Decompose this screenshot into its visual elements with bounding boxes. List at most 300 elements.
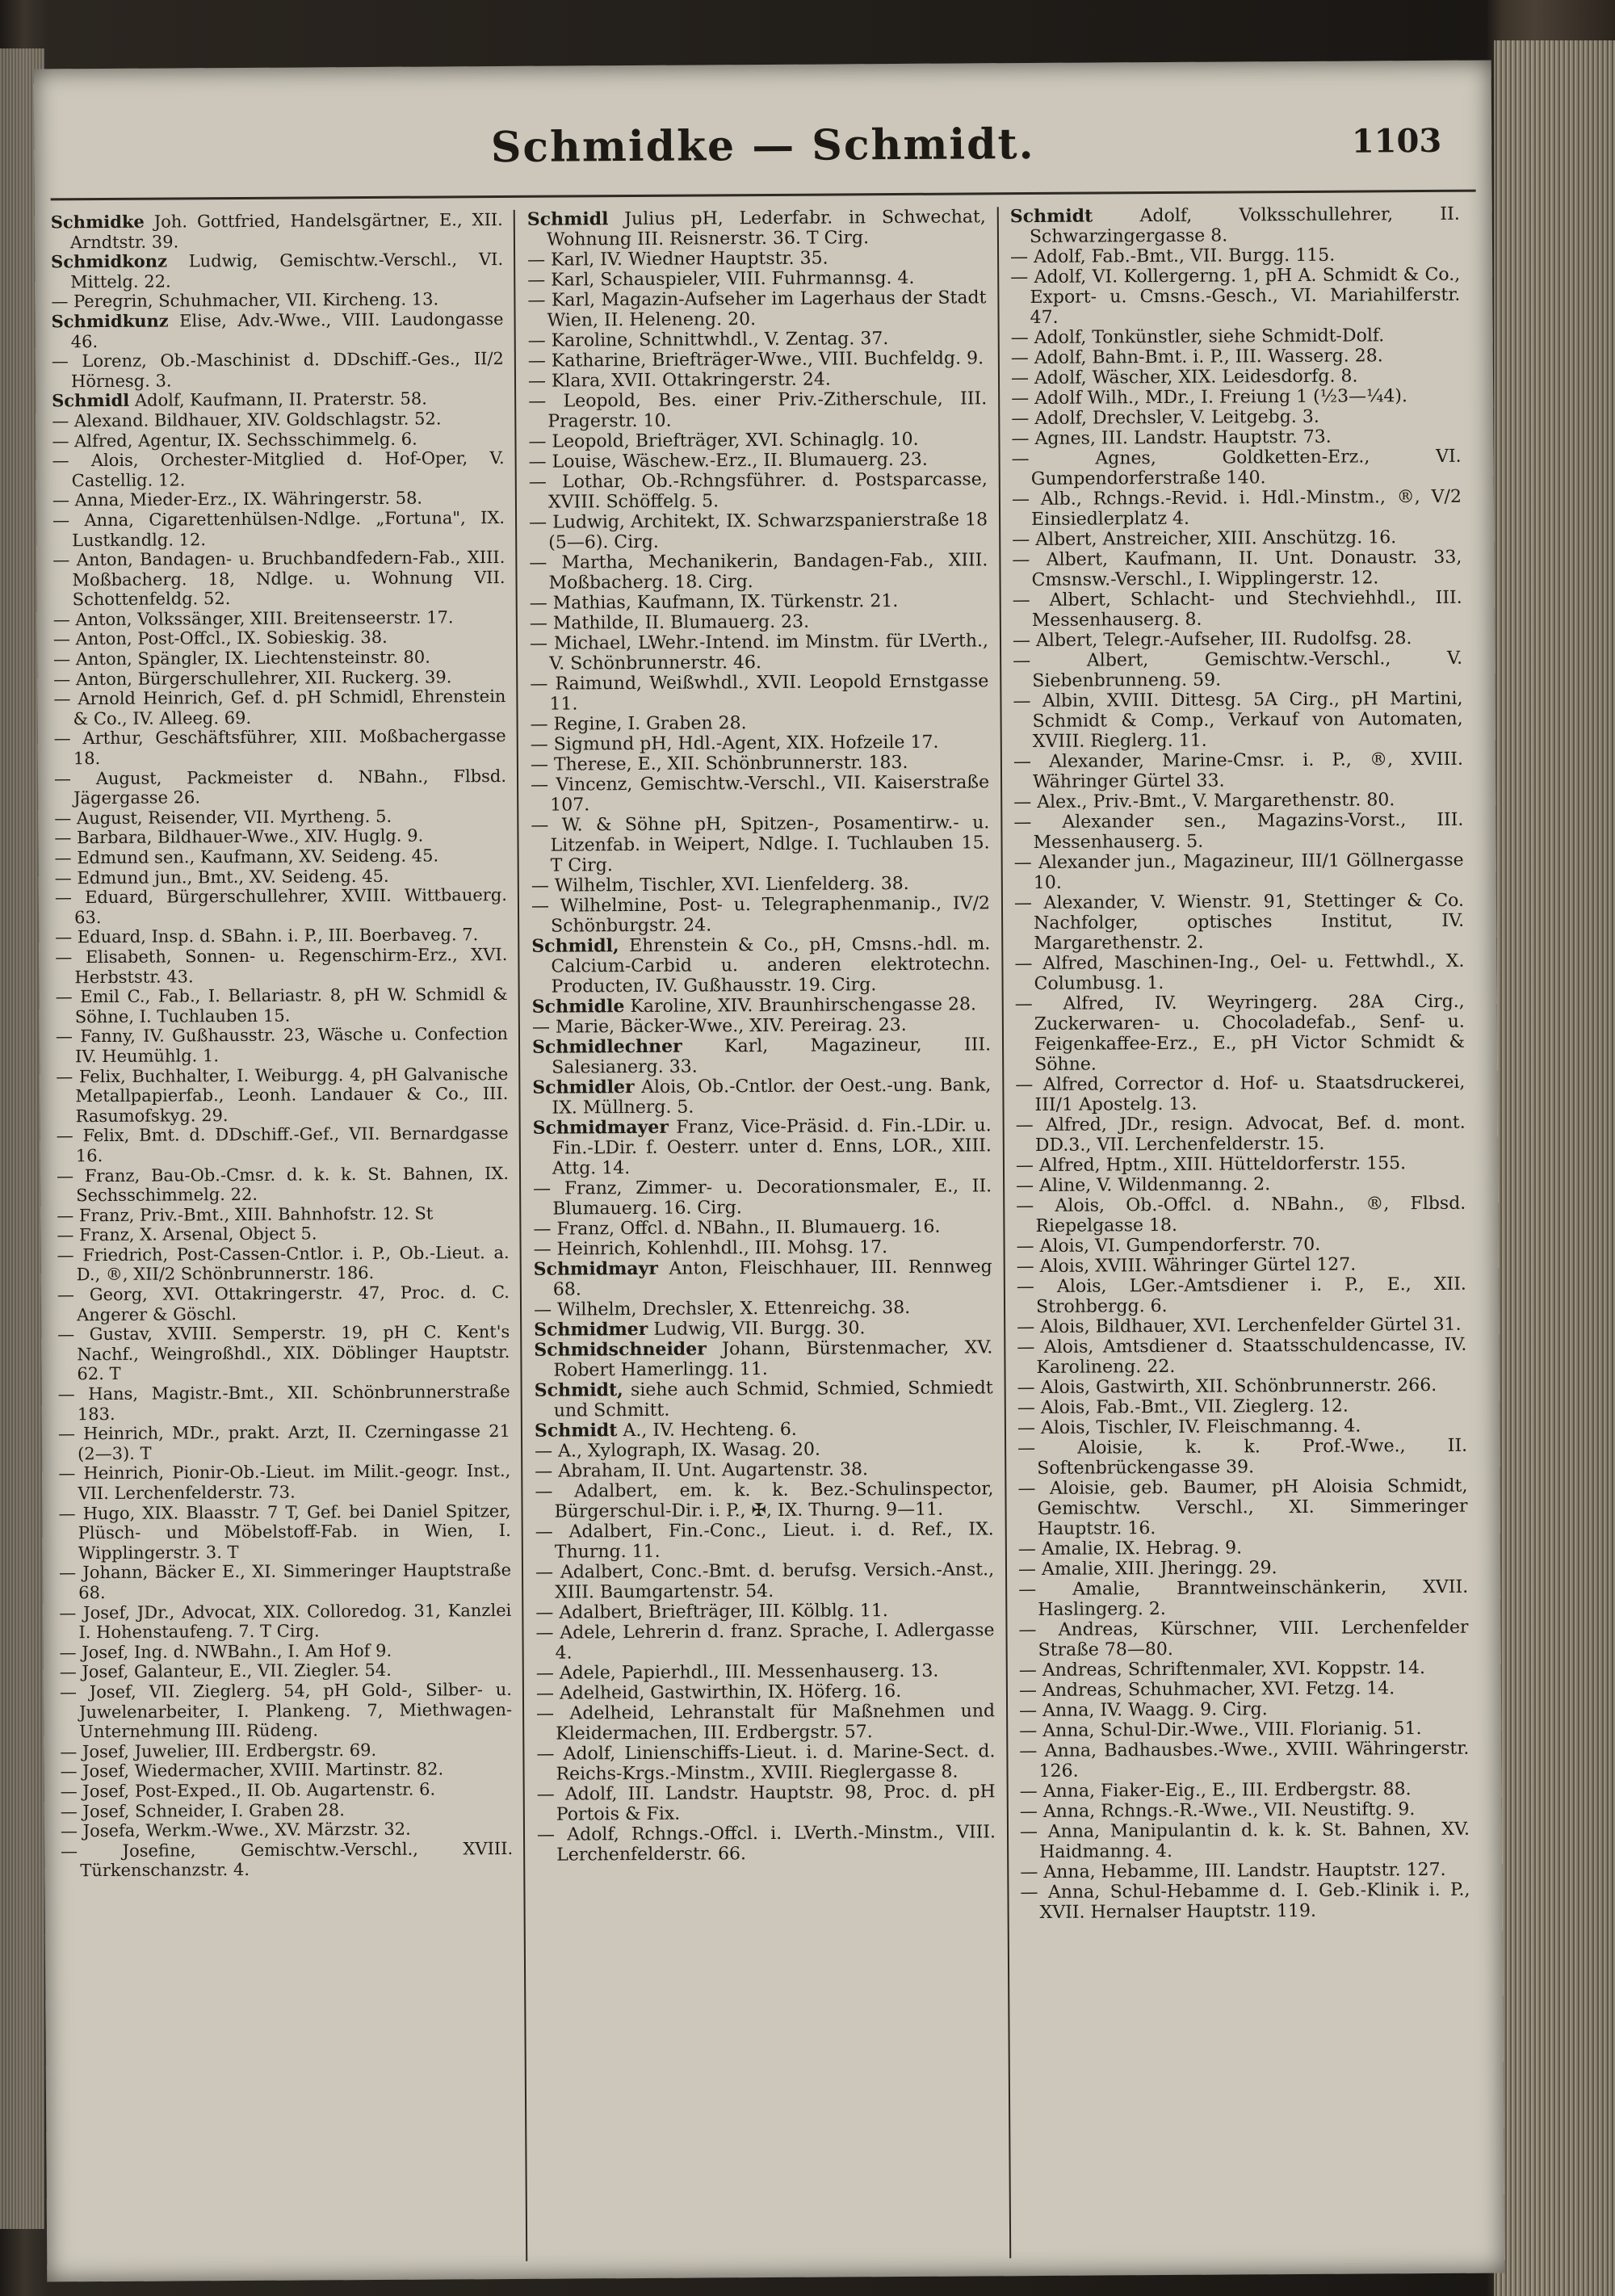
entry-text: — Aline, V. Wildenmanng. 2. <box>1016 1174 1271 1197</box>
entry-headword: Schmidkunz <box>51 310 169 332</box>
directory-entry <box>528 429 987 451</box>
directory-entry <box>53 667 505 690</box>
directory-entry <box>1013 628 1462 651</box>
directory-entry <box>53 607 505 630</box>
directory-entry <box>534 1236 992 1259</box>
entry-text: — Alexand. Bildhauer, XIV. Goldschlagstr. 52. <box>52 409 442 431</box>
directory-entry <box>55 945 507 988</box>
entry-headword: Schmidmayer <box>532 1116 669 1139</box>
entry-text: — Leopold, Bes. einer Priv.-Zitherschule, III. Pragerstr. 10. <box>528 388 988 432</box>
directory-entry <box>1017 1234 1466 1257</box>
entry-headword: Schmidt, <box>534 1379 623 1401</box>
directory-entry <box>52 488 505 510</box>
entry-text: — Martha, Mechanikerin, Bandagen-Fab., XIII. Moßbacherg. 18. Cirg. <box>529 550 988 594</box>
directory-entry <box>55 925 507 947</box>
entry-text: Karl, Magazineur, III. Salesianerg. 33. <box>552 1035 992 1078</box>
directory-entry <box>1013 689 1462 752</box>
directory-entry <box>1019 1678 1469 1701</box>
entry-headword: Schmidl <box>526 208 609 230</box>
entry-text: — Alois, Amtsdiener d. Staatsschuldencasse, IV. Karolineng. 22. <box>1017 1334 1467 1378</box>
entry-text: — Anton, Spängler, IX. Liechtensteinstr. 80. <box>53 647 430 669</box>
entry-text: — Alexander, Marine-Cmsr. i. P., ®, XVIII. Währinger Gürtel 33. <box>1013 749 1463 792</box>
entry-text: — Wilhelmine, Post- u. Telegraphenmanip., IV/2 Schönburgstr. 24. <box>531 893 991 937</box>
directory-entry <box>1012 548 1462 590</box>
directory-entry <box>533 1176 992 1219</box>
entry-text: — Johann, Bäcker E., XI. Simmeringer Hauptstraße 68. <box>58 1560 512 1603</box>
entry-headword: Schmidmer <box>534 1318 648 1341</box>
entry-text: — Amalie, XIII. Jheringg. 29. <box>1017 1558 1277 1580</box>
directory-entry <box>51 210 503 253</box>
entry-text: — Adolf, III. Landstr. Hauptstr. 98, Proc. d. pH Portois & Fix. <box>536 1782 996 1825</box>
column-3 <box>1010 204 1473 2258</box>
directory-entry <box>530 590 988 613</box>
directory-entry <box>1017 1274 1466 1317</box>
directory-entry <box>56 1064 508 1127</box>
entry-text: — Amalie, Branntweinschänkerin, XVII. Haslingerg. 2. <box>1018 1576 1469 1620</box>
directory-entry <box>1017 1476 1467 1539</box>
directory-entry <box>1018 1557 1468 1580</box>
directory-entry <box>535 1620 994 1663</box>
entry-text: — Michael, LWehr.-Intend. im Minstm. für LVerth., V. Schönbrunnerstr. 46. <box>529 631 989 674</box>
directory-entry <box>56 984 508 1027</box>
entry-text: — Andreas, Schuhmacher, XVI. Fetzg. 14. <box>1018 1678 1395 1702</box>
entry-text: — Adolf, Rchngs.-Offcl. i. LVerth.-Minstm., VIII. Lerchenfelderstr. 66. <box>536 1822 996 1866</box>
directory-entry <box>1015 992 1466 1075</box>
entry-text: — Klara, XVII. Ottakringerstr. 24. <box>527 369 831 392</box>
entry-text: Adolf, Volksschullehrer, II. Schwarzingergasse 8. <box>1029 204 1460 248</box>
directory-entry <box>533 1115 992 1178</box>
directory-entry <box>59 1601 511 1643</box>
entry-text: Ludwig, Gemischtw.-Verschl., VI. Mittelg. 22. <box>70 250 504 292</box>
directory-entry <box>1017 1335 1466 1378</box>
entry-text: — Arthur, Geschäftsführer, XIII. Moßbachergasse 18. <box>53 726 506 769</box>
directory-entry <box>527 288 986 330</box>
directory-entry <box>535 1378 993 1421</box>
entry-text: — Adolf, Fab.-Bmt., VII. Burgg. 115. <box>1010 245 1336 268</box>
directory-entry <box>58 1461 510 1504</box>
entry-text: — Adele, Papierhdl., III. Messenhauserg. 13. <box>535 1660 939 1684</box>
entry-text: Elise, Adv.-Wwe., VIII. Laudongasse 46. <box>70 309 504 351</box>
directory-entry <box>531 772 989 815</box>
directory-entry <box>53 686 505 729</box>
directory-entry <box>54 806 506 829</box>
directory-entry <box>1016 1113 1466 1156</box>
entry-text: — Friedrich, Post-Cassen-Cntlor. i. P., Ob.-Lieut. a. D., ®, XII/2 Schönbrunnerstr. 186. <box>57 1242 510 1285</box>
directory-entry <box>534 1317 992 1340</box>
entry-text: — Adele, Lehrerin d. franz. Sprache, I. Adlergasse 4. <box>535 1620 995 1664</box>
entry-text: — Albert, Kaufmann, II. Unt. Donaustr. 33, Cmsnsw.-Verschl., I. Wipplingerstr. 12. <box>1012 547 1462 591</box>
directory-entry <box>1011 406 1461 429</box>
entry-headword: Schmidt <box>534 1420 618 1442</box>
directory-entry <box>531 752 989 774</box>
entry-text: — Eduard, Bürgerschullehrer, XVIII. Wittbauerg. 63. <box>54 885 507 928</box>
directory-entry <box>527 207 986 250</box>
entry-text: — Wilhelm, Tischler, XVI. Lienfelderg. 38. <box>531 873 909 896</box>
entry-text: — Albert, Schlacht- und Stechviehhdl., III. Messenhauserg. 8. <box>1012 587 1462 631</box>
directory-entry <box>1010 204 1460 247</box>
directory-entry <box>51 289 503 312</box>
directory-entry <box>1011 426 1461 449</box>
directory-entry <box>531 893 990 936</box>
entry-text: — Therese, E., XII. Schönbrunnerstr. 183. <box>530 752 908 775</box>
directory-entry <box>528 348 987 371</box>
directory-entry <box>532 1014 991 1037</box>
entry-text: — Josef, Post-Exped., II. Ob. Augartenstr. 6. <box>60 1779 436 1802</box>
entry-text: — Abraham, II. Unt. Augartenstr. 38. <box>535 1459 868 1482</box>
entry-text: — August, Packmeister d. NBahn., Flbsd. Jägergasse 26. <box>53 766 507 808</box>
directory-entry <box>1013 588 1462 631</box>
directory-entry <box>57 1203 509 1226</box>
entry-text: — Josef, Ing. d. NWBahn., I. Am Hof 9. <box>59 1640 392 1663</box>
entry-headword: Schmidler <box>532 1077 635 1098</box>
entry-text: — Adalbert, em. k. k. Bez.-Schulinspector, Bürgerschul-Dir. i. P., ✠, IX. Thurng. 9—11. <box>535 1479 994 1522</box>
directory-entry <box>1013 810 1463 853</box>
directory-entry <box>536 1701 995 1744</box>
entry-text: — Felix, Bmt. d. DDschiff.-Gef., VII. Bernardgasse 16. <box>56 1123 509 1166</box>
entry-text: — Alois, Ob.-Offcl. d. NBahn., ®, Flbsd. Riepelgasse 18. <box>1016 1193 1466 1236</box>
directory-entry <box>52 349 504 392</box>
entry-text: Alois, Ob.-Cntlor. der Oest.-ung. Bank, IX. Müllnerg. 5. <box>552 1075 992 1119</box>
column-divider-2 <box>997 207 1012 2258</box>
entry-text: — Leopold, Briefträger, XVI. Schinaglg. 10. <box>528 429 919 452</box>
directory-entry <box>57 1163 509 1206</box>
directory-entry <box>1012 527 1462 550</box>
entry-text: — Edmund sen., Kaufmann, XV. Seideng. 45. <box>54 846 439 868</box>
directory-entry <box>535 1418 993 1441</box>
directory-entry <box>1016 1173 1466 1196</box>
entry-text: — Eduard, Insp. d. SBahn. i. P., III. Boerbaveg. 7. <box>55 925 479 947</box>
entry-text: — Anna, Hebamme, III. Landstr. Hauptstr. 127. <box>1020 1859 1446 1883</box>
entry-text: — Albert, Telegr.-Aufseher, III. Rudolfsg. 28. <box>1012 628 1412 652</box>
entry-text: — Adolf, VI. Kollergerng. 1, pH A. Schmidt & Co., Export- u. Cmsns.-Gesch., VI. Mariahilferstr. 47. <box>1010 264 1461 329</box>
entry-text: — Alexander jun., Magazineur, III/1 Göllnergasse 10. <box>1013 850 1464 893</box>
entry-text: — Karl, Schauspieler, VIII. Fuhrmannsg. 4. <box>527 267 915 291</box>
entry-text: — Mathias, Kaufmann, IX. Türkenstr. 21. <box>529 591 899 614</box>
directory-entry <box>57 1243 510 1286</box>
directory-entry <box>1014 891 1464 954</box>
entry-text: — Lorenz, Ob.-Maschinist d. DDschiff.-Ges., II/2 Hörnesg. 3. <box>51 349 504 392</box>
entry-text: — W. & Söhne pH, Spitzen-, Posamentirw.- u. Litzenfab. in Weipert, Ndlge. I. Tuchlauben 15. T Cirg. <box>531 812 990 876</box>
entry-text: Franz, Vice-Präsid. d. Fin.-LDir. u. Fin.-LDir. f. Oesterr. unter d. Enns, LOR., XIII. Attg. 14. <box>552 1115 992 1179</box>
entry-text: — Louise, Wäschew.-Erz., II. Blumauerg. 23. <box>528 449 928 472</box>
entry-text: — Wilhelm, Drechsler, X. Ettenreichg. 38. <box>533 1297 911 1320</box>
entry-text: — Aloisie, k. k. Prof.-Wwe., II. Softenbrückengasse 39. <box>1017 1435 1468 1479</box>
entry-text: — Mathilde, II. Blumauerg. 23. <box>529 611 810 634</box>
directory-entry <box>537 1822 996 1865</box>
directory-entry <box>1020 1880 1470 1923</box>
directory-entry <box>1018 1618 1468 1660</box>
directory-entry <box>1017 1436 1467 1479</box>
directory-entry <box>535 1559 994 1602</box>
entry-text: — Lothar, Ob.-Rchngsführer. d. Postsparcasse, XVIII. Schöffelg. 5. <box>528 469 988 513</box>
entry-headword: Schmidlechner <box>531 1035 682 1058</box>
entry-text: — Barbara, Bildhauer-Wwe., XIV. Huglg. 9. <box>54 826 424 848</box>
directory-entry <box>1015 1072 1465 1115</box>
directory-entry <box>55 846 507 868</box>
directory-entry <box>55 885 507 928</box>
entry-text: — Albert, Anstreicher, XIII. Anschützg. 16. <box>1012 527 1397 551</box>
column-2 <box>527 207 999 2260</box>
header-rule <box>51 190 1476 201</box>
entry-text: — Adelheid, Lehranstalt für Maßnehmen und Kleidermachen, III. Erdbergstr. 57. <box>536 1701 996 1744</box>
directory-entry <box>51 250 503 292</box>
directory-entry <box>52 548 505 610</box>
entry-text: — Vincenz, Gemischtw.-Verschl., VII. Kaiserstraße 107. <box>531 772 990 816</box>
directory-entry <box>57 1322 510 1384</box>
directory-entry <box>57 1282 510 1325</box>
entry-text: — Gustav, XVIII. Semperstr. 19, pH C. Kent's Nachf., Weingroßhdl., XIX. Döblinger Hauptstr. 62. T <box>57 1322 510 1384</box>
directory-entry <box>1011 366 1461 388</box>
entry-text: — Marie, Bäcker-Wwe., XIV. Pereirag. 23. <box>531 1014 907 1038</box>
directory-entry <box>60 1640 512 1663</box>
entry-text: — Alfred, Maschinen-Ing., Oel- u. Fettwhdl., X. Columbusg. 1. <box>1014 951 1465 994</box>
entry-text: Ludwig, VII. Burgg. 30. <box>648 1318 866 1340</box>
entry-headword: Schmidke <box>50 211 145 233</box>
entry-text: — Anna, Mieder-Erz., IX. Währingerstr. 58. <box>52 488 423 510</box>
entry-text: — Anna, Rchngs.-R.-Wwe., VII. Neustiftg. 9. <box>1019 1799 1416 1823</box>
directory-entry <box>1012 487 1462 530</box>
entry-text: — A., Xylograph, IX. Wasag. 20. <box>535 1439 820 1462</box>
entry-text: — Fanny, IV. Gußhausstr. 23, Wäsche u. Confection IV. Heumühlg. 1. <box>55 1024 509 1067</box>
directory-entry <box>1010 245 1460 267</box>
entry-text: — Andreas, Schriftenmaler, XVI. Koppstr. 14. <box>1018 1658 1426 1681</box>
entry-text: A., IV. Hechteng. 6. <box>617 1419 797 1442</box>
directory-entry <box>532 1035 991 1077</box>
entry-text: — Adolf, Tonkünstler, siehe Schmidt-Dolf. <box>1010 325 1385 349</box>
page-header <box>34 117 1491 191</box>
entry-headword: Schmidl <box>52 390 130 411</box>
entry-text: — Karoline, Schnittwhdl., V. Zentag. 37. <box>527 329 889 351</box>
entry-text: — Anna, Cigarettenhülsen-Ndlge. „Fortuna", IX. Lustkandlg. 12. <box>52 507 505 550</box>
directory-entry <box>534 1297 992 1320</box>
directory-entry <box>531 812 989 875</box>
directory-entry <box>60 1660 512 1682</box>
entry-text: — Anton, Post-Offcl., IX. Sobieskig. 38. <box>52 628 388 649</box>
entry-text: — Anna, Manipulantin d. k. k. St. Bahnen, XV. Haidmanng. 4. <box>1019 1819 1470 1862</box>
entry-text: — Alexander sen., Magazins-Vorst., III. Messenhauserg. 5. <box>1013 809 1464 853</box>
directory-entry <box>531 711 989 734</box>
entry-text: — Franz, X. Arsenal, Object 5. <box>57 1224 317 1245</box>
entry-text: — Agnes, III. Landstr. Hauptstr. 73. <box>1011 426 1332 450</box>
entry-text: Julius pH, Lederfabr. in Schwechat, Wohnung III. Reisnerstr. 36. T Cirg. <box>546 207 986 250</box>
column-divider-1 <box>514 210 528 2261</box>
entry-text: — Adolf, Bahn-Bmt. i. P., III. Wasserg. 28. <box>1010 346 1383 369</box>
entry-text: — Franz, Zimmer- u. Decorationsmaler, E., II. Blumauerg. 16. Cirg. <box>533 1176 992 1219</box>
entry-text: — Adalbert, Conc.-Bmt. d. berufsg. Versich.-Anst., XIII. Baumgartenstr. 54. <box>535 1559 995 1603</box>
directory-entry <box>61 1779 513 1802</box>
columns <box>51 204 1472 2265</box>
directory-entry <box>1014 850 1464 893</box>
entry-text: — Anna, Badhausbes.-Wwe., XVIII. Währingerstr. 126. <box>1019 1738 1470 1782</box>
directory-entry <box>1011 386 1461 409</box>
entry-text: — Felix, Buchhalter, I. Weiburgg. 4, pH Galvanische Metallpapierfab., Leonh. Landauer & Co., III. Rasumofskyg. 29. <box>56 1064 509 1126</box>
directory-entry <box>1017 1396 1467 1418</box>
entry-text: — Andreas, Kürschner, VIII. Lerchenfelder Straße 78—80. <box>1018 1617 1469 1660</box>
entry-text: — Albin, XVIII. Dittesg. 5A Cirg., pH Martini, Schmidt & Comp., Verkauf von Automaten, XVIII. Rieglerg. 11. <box>1013 688 1463 752</box>
directory-entry <box>1013 649 1462 691</box>
directory-entry <box>53 627 505 649</box>
entry-text: — Peregrin, Schuhmacher, VII. Kircheng. 13. <box>51 289 439 312</box>
entry-text: — Sigmund pH, Hdl.-Agent, XIX. Hofzeile 17. <box>530 732 939 755</box>
directory-page <box>34 61 1505 2282</box>
directory-entry <box>528 368 987 391</box>
directory-entry <box>529 449 988 472</box>
directory-entry <box>535 1438 993 1461</box>
entry-text: — Ludwig, Architekt, IX. Schwarzspanierstraße 18 (5—6). Cirg. <box>529 510 988 553</box>
directory-entry <box>1018 1537 1468 1559</box>
directory-entry <box>57 1223 509 1245</box>
entry-headword: Schmidschneider <box>534 1338 707 1361</box>
entry-text: — Adalbert, Fin.-Conc., Lieut. i. d. Ref., IX. Thurng. 11. <box>535 1519 994 1563</box>
directory-entry <box>536 1681 995 1703</box>
directory-entry <box>1019 1658 1469 1681</box>
entry-text: — Alois, XVIII. Währinger Gürtel 127. <box>1016 1254 1357 1278</box>
entry-text: — Adelheid, Gastwirthin, IX. Höferg. 16. <box>535 1681 902 1704</box>
entry-text: — Alexander, V. Wienstr. 91, Stettinger & Co. Nachfolger, optisches Institut, IV. Margarethenstr. 2. <box>1013 890 1465 954</box>
directory-entry <box>1011 346 1461 368</box>
entry-text: Anton, Fleischhauer, III. Rennweg 68. <box>552 1257 992 1300</box>
right-page-edges <box>1494 40 1615 2296</box>
entry-text: — Hugo, XIX. Blaasstr. 7 T, Gef. bei Daniel Spitzer, Plüsch- und Möbelstoff-Fab. in Wien, I. Wipplingerstr. 3. T <box>58 1501 511 1564</box>
entry-headword: Schmidmayr <box>533 1257 659 1280</box>
directory-entry <box>533 1216 992 1239</box>
directory-entry <box>60 1680 512 1742</box>
entry-text: — Josef, Wiedermacher, XVIII. Martinstr. 82. <box>60 1759 444 1782</box>
directory-entry <box>1020 1860 1470 1883</box>
entry-text: — Alb., Rchngs.-Revid. i. Hdl.-Minstm., ®, V/2 Einsiedlerplatz 4. <box>1011 486 1462 531</box>
directory-entry <box>52 448 505 491</box>
entry-text: — Heinrich, Kohlenhdl., III. Mohsg. 17. <box>533 1237 888 1260</box>
directory-entry <box>1018 1577 1468 1620</box>
directory-entry <box>530 631 988 674</box>
entry-text: — Anna, Fiaker-Eig., E., III. Erdbergstr. 88. <box>1019 1779 1412 1803</box>
directory-entry <box>530 671 988 714</box>
directory-entry <box>530 611 988 633</box>
directory-entry <box>60 1740 512 1762</box>
directory-entry <box>52 388 504 411</box>
entry-text: — Alfred, JDr., resign. Advocat, Bef. d. mont. DD.3., VII. Lerchenfelderstr. 15. <box>1015 1112 1466 1156</box>
entry-text: Ehrenstein & Co., pH, Cmsns.-hdl. m. Calcium-Carbid u. anderen elektrotechn. Producten, IV. Gußhausstr. 19. Cirg. <box>551 934 991 997</box>
directory-entry <box>534 1257 992 1299</box>
directory-entry <box>529 469 988 512</box>
directory-entry <box>60 1759 512 1782</box>
directory-entry <box>1020 1779 1470 1802</box>
entry-text: — Amalie, IX. Hebrag. 9. <box>1017 1538 1243 1560</box>
entry-text: — Alfred, Corrector d. Hof- u. Staatsdruckerei, III/1 Apostelg. 13. <box>1015 1072 1466 1115</box>
directory-entry <box>58 1382 510 1425</box>
column-1 <box>51 210 516 2264</box>
entry-text: — Franz, Priv.-Bmt., XIII. Bahnhofstr. 12. St <box>57 1203 434 1226</box>
directory-entry <box>57 1123 509 1166</box>
entry-text: — Alois, VI. Gumpendorferstr. 70. <box>1016 1234 1321 1257</box>
directory-entry <box>531 732 989 754</box>
entry-text: — Josef, VII. Zieglerg. 54, pH Gold-, Silber- u. Juwelenarbeiter, I. Plankeng. 7, Miethwagen-Unternehmung III. Rüdeng. <box>59 1679 513 1742</box>
directory-entry <box>61 1799 513 1821</box>
directory-entry <box>59 1501 511 1564</box>
entry-headword: Schmidl, <box>531 935 619 957</box>
entry-text: — August, Reisender, VII. Myrtheng. 5. <box>54 806 392 829</box>
entry-text: — Anna, Schul-Hebamme d. I. Geb.-Klinik i. P., XVII. Hernalser Hauptstr. 119. <box>1020 1879 1470 1923</box>
directory-entry <box>1019 1739 1469 1782</box>
directory-entry <box>1016 1153 1466 1176</box>
entry-text: — Albert, Gemischtw.-Verschl., V. Siebenbrunneng. 59. <box>1013 648 1463 691</box>
directory-entry <box>52 429 504 451</box>
directory-entry <box>1013 749 1463 792</box>
directory-entry <box>529 550 988 593</box>
directory-entry <box>1014 951 1464 994</box>
entry-text: — Josef, Schneider, I. Graben 28. <box>60 1799 345 1821</box>
entry-text: — Josef, JDr., Advocat, XIX. Colloredog. 31, Kanzlei I. Hohenstaufeng. 7. T Cirg. <box>59 1600 512 1643</box>
entry-text: Joh. Gottfried, Handelsgärtner, E., XII. Arndtstr. 39. <box>69 209 503 252</box>
directory-entry <box>54 825 506 848</box>
entry-text: — Alois, Bildhauer, XVI. Lerchenfelder Gürtel 31. <box>1017 1314 1462 1338</box>
entry-text: — Anna, Schul-Dir.-Wwe., VIII. Florianig. 51. <box>1019 1719 1422 1742</box>
directory-entry <box>534 1337 992 1380</box>
directory-entry <box>1020 1799 1470 1822</box>
directory-entry <box>536 1660 995 1683</box>
directory-entry <box>528 388 987 431</box>
directory-entry <box>535 1459 993 1481</box>
entry-text: — Alois, Tischler, IV. Fleischmanng. 4. <box>1017 1416 1361 1439</box>
directory-entry <box>1019 1719 1469 1741</box>
entry-text: — Franz, Bau-Ob.-Cmsr. d. k. k. St. Bahnen, IX. Sechsschimmelg. 22. <box>56 1163 510 1206</box>
directory-entry <box>1013 790 1463 812</box>
directory-entry <box>1017 1315 1466 1337</box>
entry-text: — Heinrich, MDr., prakt. Arzt, II. Czerningasse 21 (2—3). T <box>57 1421 511 1464</box>
entry-text: — Hans, Magistr.-Bmt., XII. Schönbrunnerstraße 183. <box>57 1381 510 1424</box>
entry-text: — Anton, Bürgerschullehrer, XII. Ruckerg. 39. <box>53 667 452 690</box>
directory-entry <box>53 647 505 669</box>
directory-entry <box>51 309 503 352</box>
directory-entry <box>1016 1194 1466 1236</box>
directory-entry <box>52 508 505 551</box>
entry-text: — Raimund, Weißwhdl., XVII. Leopold Ernstgasse 11. <box>530 671 989 715</box>
entry-text: siehe auch Schmid, Schmied, Schmiedt und Schmitt. <box>553 1378 993 1421</box>
entry-text: — Alfred, IV. Weyringerg. 28A Cirg., Zuckerwaren- u. Chocoladefab., Senf- u. Feigenkaffee-Erz., E., pH Victor Schmidt & Söhne. <box>1014 991 1466 1075</box>
entry-text: — Josefa, Werkm.-Wwe., XV. Märzstr. 32. <box>60 1819 411 1841</box>
entry-text: Adolf, Kaufmann, II. Praterstr. 58. <box>129 388 427 411</box>
entry-text: — Elisabeth, Sonnen- u. Regenschirm-Erz., XVI. Herbststr. 43. <box>55 944 508 987</box>
directory-entry <box>529 510 988 552</box>
directory-entry <box>61 1819 513 1841</box>
entry-text: — Alois, Orchester-Mitglied d. Hof-Oper, V. Castellig. 12. <box>52 448 505 490</box>
directory-entry <box>536 1741 995 1784</box>
directory-entry <box>56 1024 508 1067</box>
entry-text: — Alex., Priv.-Bmt., V. Margarethenstr. 80. <box>1013 790 1395 813</box>
entry-text: — Josef, Galanteur, E., VII. Ziegler. 54. <box>59 1660 392 1682</box>
entry-text: — Alois, Fab.-Bmt., VII. Zieglerg. 12. <box>1017 1396 1349 1419</box>
entry-text: Karoline, XIV. Braunhirschengasse 28. <box>624 994 977 1018</box>
entry-text: — Adolf Wilh., MDr., I. Freiung 1 (½3—¼4). <box>1011 386 1408 409</box>
entry-headword: Schmidt <box>1009 205 1093 228</box>
entry-text: — Alfred, Agentur, IX. Sechsschimmelg. 6. <box>52 429 417 451</box>
directory-entry <box>58 1421 510 1464</box>
page-number: 1103 <box>1351 121 1442 161</box>
directory-entry <box>59 1560 511 1603</box>
entry-text: — Katharine, Briefträger-Wwe., VIII. Buchfeldg. 9. <box>527 348 984 371</box>
directory-entry <box>535 1519 994 1562</box>
directory-entry <box>532 994 991 1017</box>
directory-entry <box>55 866 507 888</box>
directory-entry <box>532 1075 991 1118</box>
entry-text: — Karl, IV. Wiedner Hauptstr. 35. <box>527 248 828 271</box>
entry-text: — Anton, Volkssänger, XIII. Breitenseerstr. 17. <box>52 607 454 630</box>
entry-text: — Josef, Juwelier, III. Erdbergstr. 69. <box>60 1740 377 1762</box>
directory-entry <box>1017 1416 1467 1438</box>
directory-entry <box>535 1479 993 1522</box>
directory-entry <box>1019 1698 1469 1721</box>
directory-entry <box>537 1782 996 1824</box>
